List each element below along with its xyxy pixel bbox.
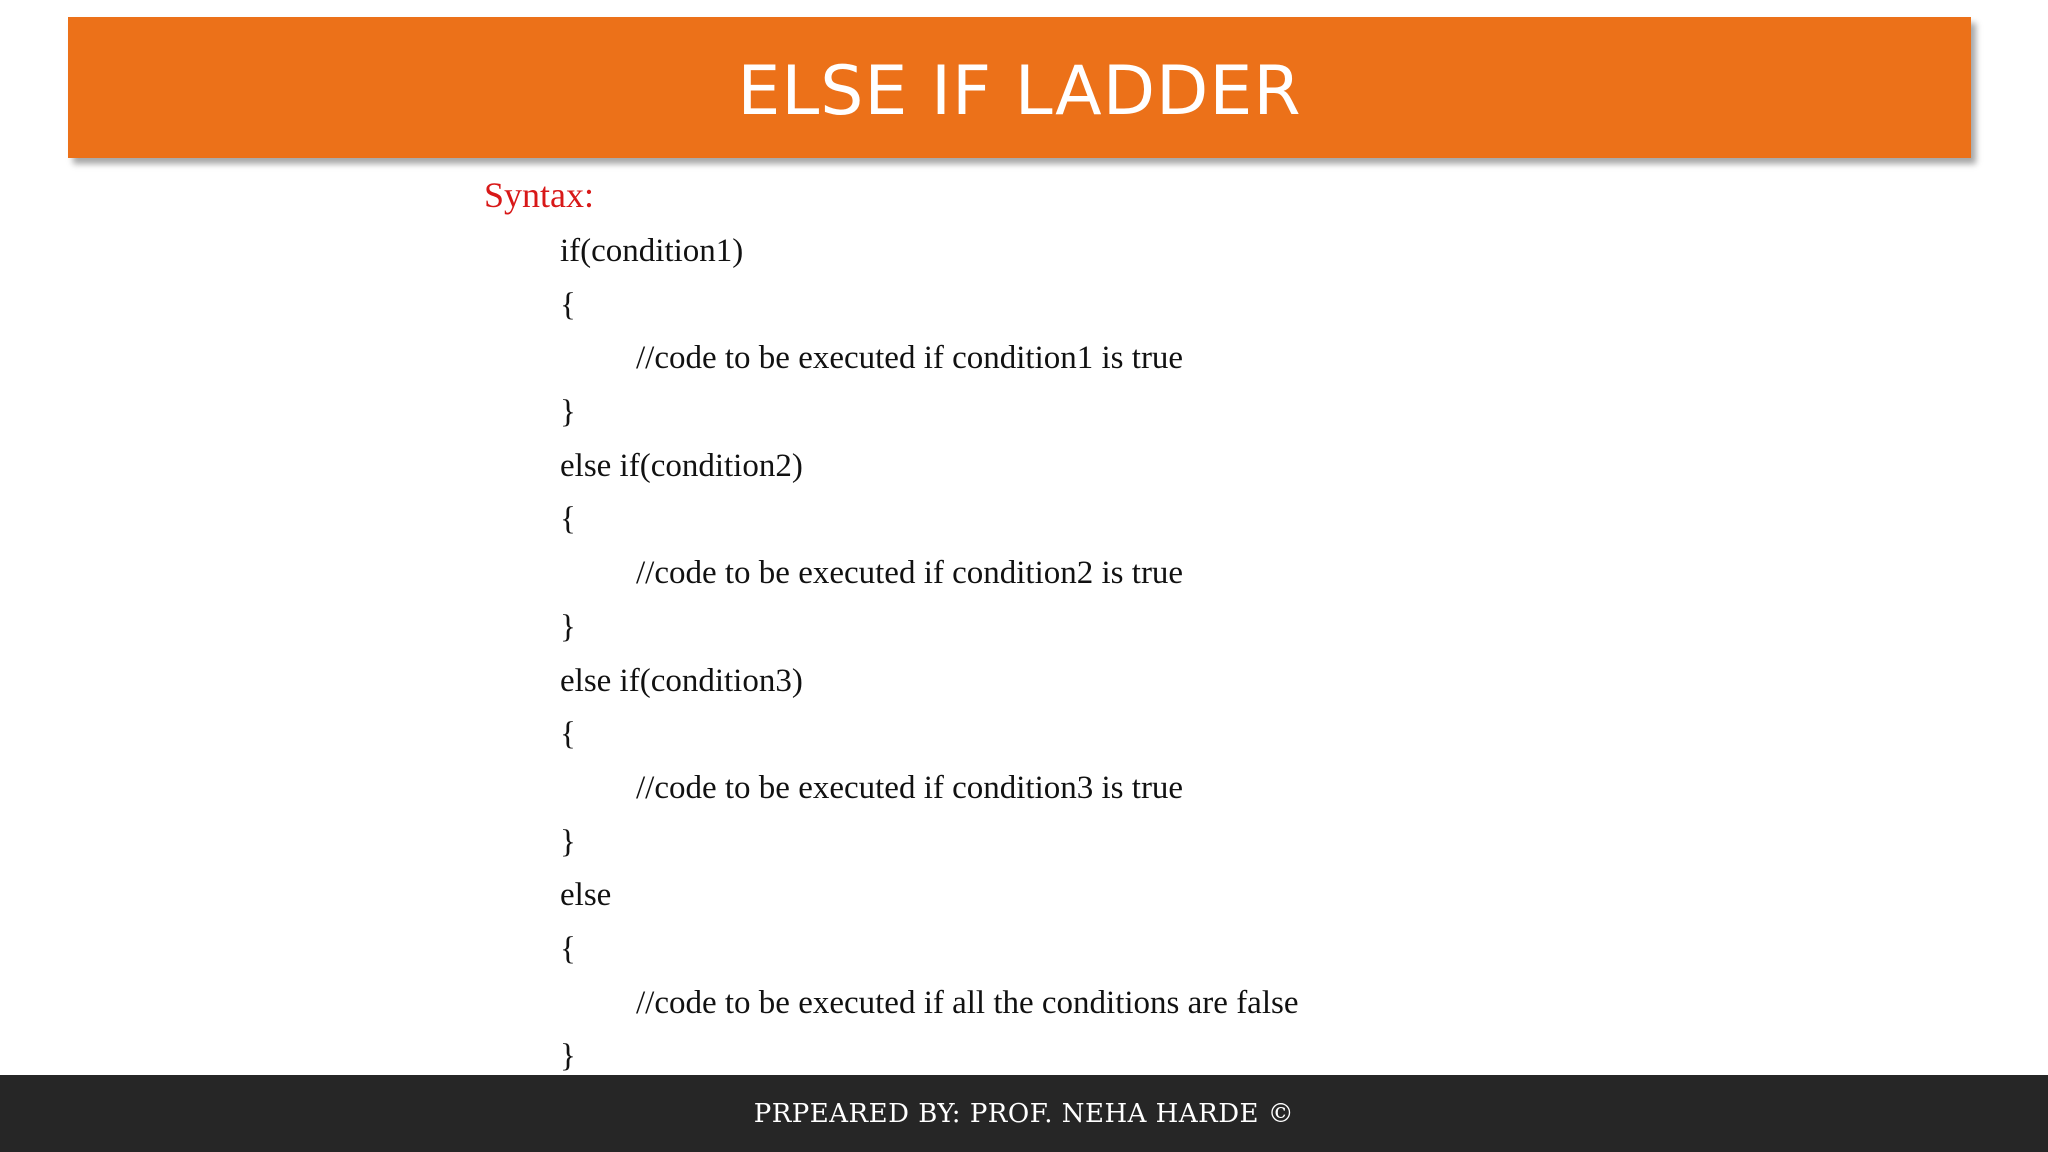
code-line: } bbox=[560, 823, 576, 860]
code-line: //code to be executed if condition3 is true bbox=[636, 769, 1184, 806]
syntax-label: Syntax: bbox=[484, 175, 595, 215]
code-line: { bbox=[560, 716, 576, 753]
code-line: } bbox=[560, 608, 576, 645]
footer-bar bbox=[0, 1075, 2048, 1152]
slide-title: ELSE IF LADDER bbox=[737, 51, 1302, 131]
title-bar bbox=[68, 17, 1971, 158]
code-line: else if(condition2) bbox=[560, 447, 803, 484]
code-line: //code to be executed if condition1 is true bbox=[636, 340, 1184, 377]
code-line: { bbox=[560, 286, 576, 323]
code-line: //code to be executed if condition2 is true bbox=[636, 555, 1184, 592]
code-line: if(condition1) bbox=[560, 233, 744, 269]
code-line: else bbox=[560, 877, 612, 914]
code-line: } bbox=[560, 394, 576, 431]
code-block bbox=[484, 166, 1298, 1084]
code-line: } bbox=[560, 1038, 576, 1075]
footer-credit: PRPEARED BY: PROF. NEHA HARDE © bbox=[753, 1098, 1295, 1129]
code-line: //code to be executed if all the conditions are false bbox=[636, 984, 1299, 1021]
code-line: { bbox=[560, 501, 576, 538]
code-line: else if(condition3) bbox=[560, 662, 803, 699]
code-line: { bbox=[560, 930, 576, 967]
